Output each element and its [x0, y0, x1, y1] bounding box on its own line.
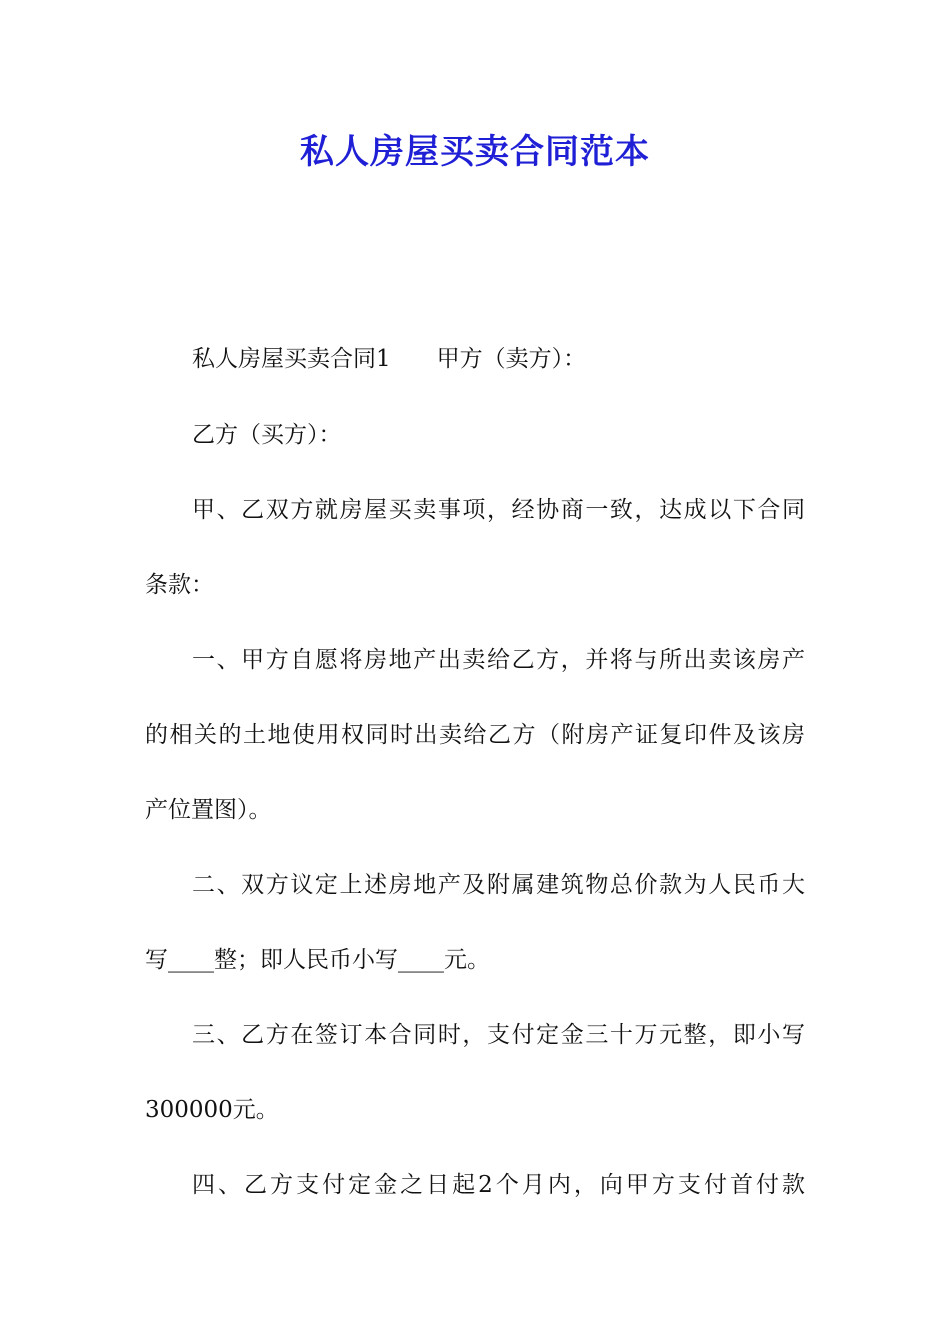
- clause-1-line-1: 一、甲方自愿将房地产出卖给乙方，并将与所出卖该房产: [192, 647, 805, 673]
- document-title: 私人房屋买卖合同范本: [300, 132, 650, 172]
- contract-heading-line: [192, 342, 805, 376]
- clause-1-line-3: 产位置图）。: [145, 797, 272, 823]
- clause-3-line-2: 300000元。: [145, 1097, 279, 1123]
- contract-number: 私人房屋买卖合同1: [192, 346, 391, 372]
- party-b-label: 乙方（买方）：: [192, 422, 342, 448]
- intro-paragraph-line-2: 条款：: [145, 572, 214, 598]
- party-a-label: 甲方（卖方）：: [436, 346, 587, 372]
- clause-1-line-2: 的相关的土地使用权同时出卖给乙方（附房产证复印件及该房: [145, 722, 805, 748]
- clause-2-line-2: 写____整；即人民币小写____元。: [145, 947, 490, 973]
- clause-2-line-1: 二、双方议定上述房地产及附属建筑物总价款为人民币大: [192, 872, 805, 898]
- clause-4-line-1: 四、乙方支付定金之日起2个月内，向甲方支付首付款: [192, 1172, 805, 1198]
- intro-paragraph-line-1: 甲、乙双方就房屋买卖事项，经协商一致，达成以下合同: [192, 497, 805, 523]
- clause-3-line-1: 三、乙方在签订本合同时，支付定金三十万元整，即小写: [192, 1022, 805, 1048]
